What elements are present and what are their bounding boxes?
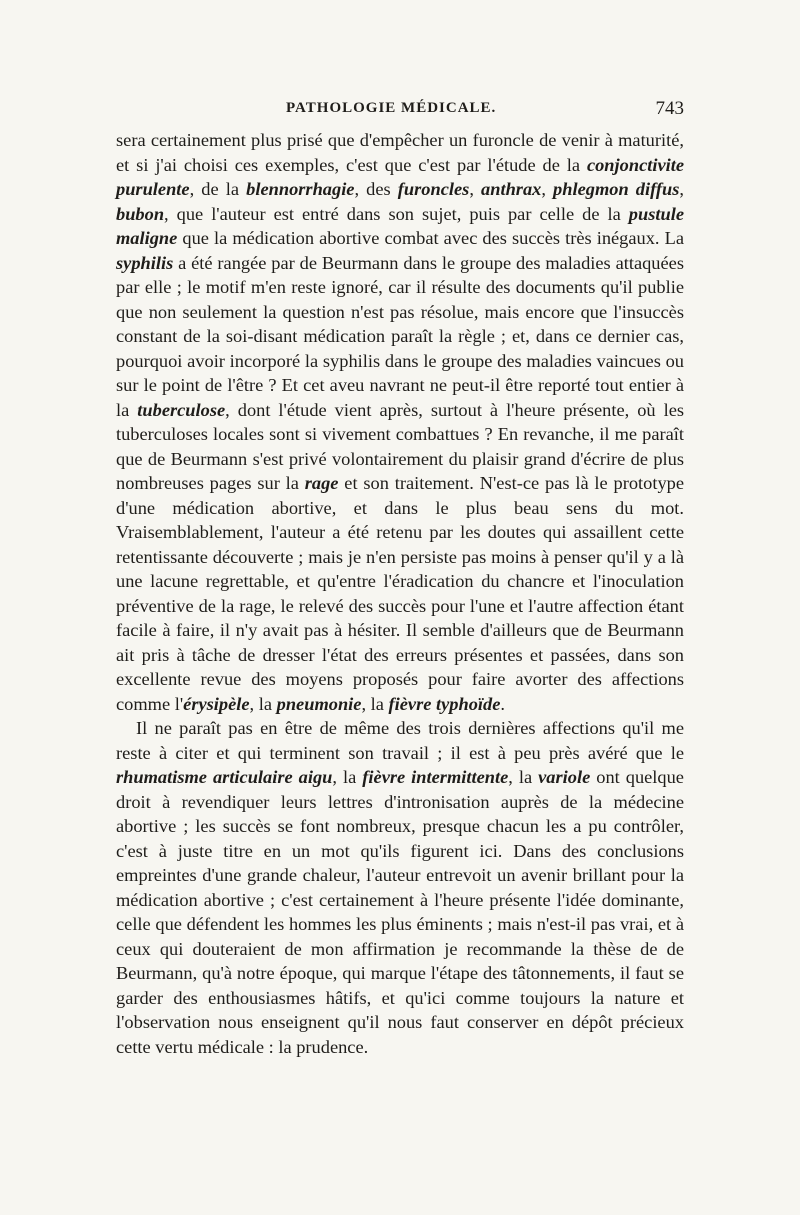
- italic-term: furoncles: [397, 179, 470, 199]
- italic-term: bubon: [116, 203, 165, 224]
- text-run: ,: [679, 179, 684, 199]
- italic-term: conjonctivite purulente: [116, 154, 684, 199]
- italic-term: rage: [304, 473, 339, 493]
- text-run: Il ne paraît pas en être de même des trois dernières affections qu'il me reste à citer et qui terminent son travail ; il est à peu près avéré que le: [116, 718, 684, 763]
- body-text: [116, 128, 684, 1059]
- text-run: , de la: [189, 179, 247, 199]
- paragraph: [116, 716, 684, 1059]
- text-run: ,: [541, 179, 554, 199]
- italic-term: tuberculose: [137, 399, 226, 420]
- italic-term: pustule maligne: [116, 203, 684, 248]
- text-run: , la: [249, 693, 277, 714]
- italic-term: érysipèle: [183, 693, 250, 714]
- text-run: ,: [469, 179, 482, 199]
- italic-term: fièvre typhoïde: [388, 693, 501, 714]
- paragraph: [116, 128, 684, 716]
- text-run: a été rangée par de Beurmann dans le groupe des maladies attaquées par elle ; le motif m'en reste ignoré, car il résulte des documents qu'il publie que non seulement la question n'est pas résolue, mais encore que l'insuccès constant de la soi-disant médication paraît la règle ; et, dans ce dernier cas, pourquoi avoir incorporé la syphilis dans le groupe des maladies vaincues ou sur le point de l'être ? Et cet aveu navrant ne peut-il être reporté tout entier à la: [116, 252, 684, 420]
- page-header: [116, 100, 684, 124]
- text-run: , dont l'étude vient après, surtout à l'heure présente, où les tuberculoses locales sont si vivement combattues ? En revanche, il me paraît que de Beurmann s'est privé volontairement du plaisir grand d'écrire de plus nombreuses pages sur la: [116, 399, 685, 493]
- italic-term: blennorrhagie: [246, 179, 355, 199]
- text-run: .: [500, 693, 505, 714]
- italic-term: rhumatisme articulaire aigu: [116, 767, 333, 787]
- text-run: , la: [361, 693, 389, 714]
- italic-term: phlegmon diffus: [553, 179, 680, 199]
- italic-term: syphilis: [116, 252, 174, 273]
- italic-term: fièvre intermittente: [362, 767, 509, 787]
- text-run: sera certainement plus prisé que d'empêcher un furoncle de venir à maturité, et si j'ai choisi ces exemples, c'est que c'est par l'étude de la: [116, 130, 684, 175]
- italic-term: anthrax: [481, 179, 542, 199]
- running-head: PATHOLOGIE MÉDICALE.: [286, 100, 497, 116]
- text-run: et son traitement. N'est-ce pas là le prototype d'une médication abortive, et dans le plus beau sens du mot. Vraisemblablement, l'auteur a été retenu par les doutes qui assaillent cette retentissante découverte ; mais je n'en persiste pas moins à penser qu'il y a là une lacune regrettable, et qu'entre l'éradication du chancre et l'inoculation préventive de la rage, le relevé des succès pour l'une et l'autre affection étant facile à faire, il n'y avait pas à hésiter. Il semble d'ailleurs que de Beurmann ait pris à tâche de dresser l'état des erreurs présentes et passées, dans son excellente revue des moyens proposés pour faire avorter des affections comme l': [116, 473, 684, 714]
- text-run: , que l'auteur est entré dans son sujet, puis par celle de la: [164, 203, 629, 224]
- italic-term: variole: [538, 767, 591, 787]
- text-run: , la: [332, 767, 363, 787]
- page-number: 743: [655, 98, 684, 119]
- italic-term: pneumonie: [276, 693, 362, 714]
- text-run: , la: [508, 767, 539, 787]
- text-run: que la médication abortive combat avec des succès très inégaux. La: [177, 228, 684, 248]
- text-run: ont quelque droit à revendiquer leurs lettres d'intronisation auprès de la médecine abortive ; les succès se font nombreux, presque chacun les a pu contrôler, c'est à juste titre en un mot qu'ils figurent ici. Dans des conclusions empreintes d'une grande chaleur, l'auteur entrevoit un avenir brillant pour la médication abortive ; c'est certainement à l'heure présente l'idée dominante, celle que défendent les hommes les plus éminents ; mais n'est-il pas vrai, et à ceux qui douteraient de mon affirmation je recommande la thèse de de Beurmann, qu'à notre époque, qui marque l'étape des tâtonnements, il faut se garder des enthousiasmes hâtifs, et qu'ici comme toujours la nature et l'observation nous enseignent qu'il nous faut conserver en dépôt précieux cette vertu médicale : la prudence.: [116, 767, 684, 1057]
- text-run: , des: [354, 179, 398, 199]
